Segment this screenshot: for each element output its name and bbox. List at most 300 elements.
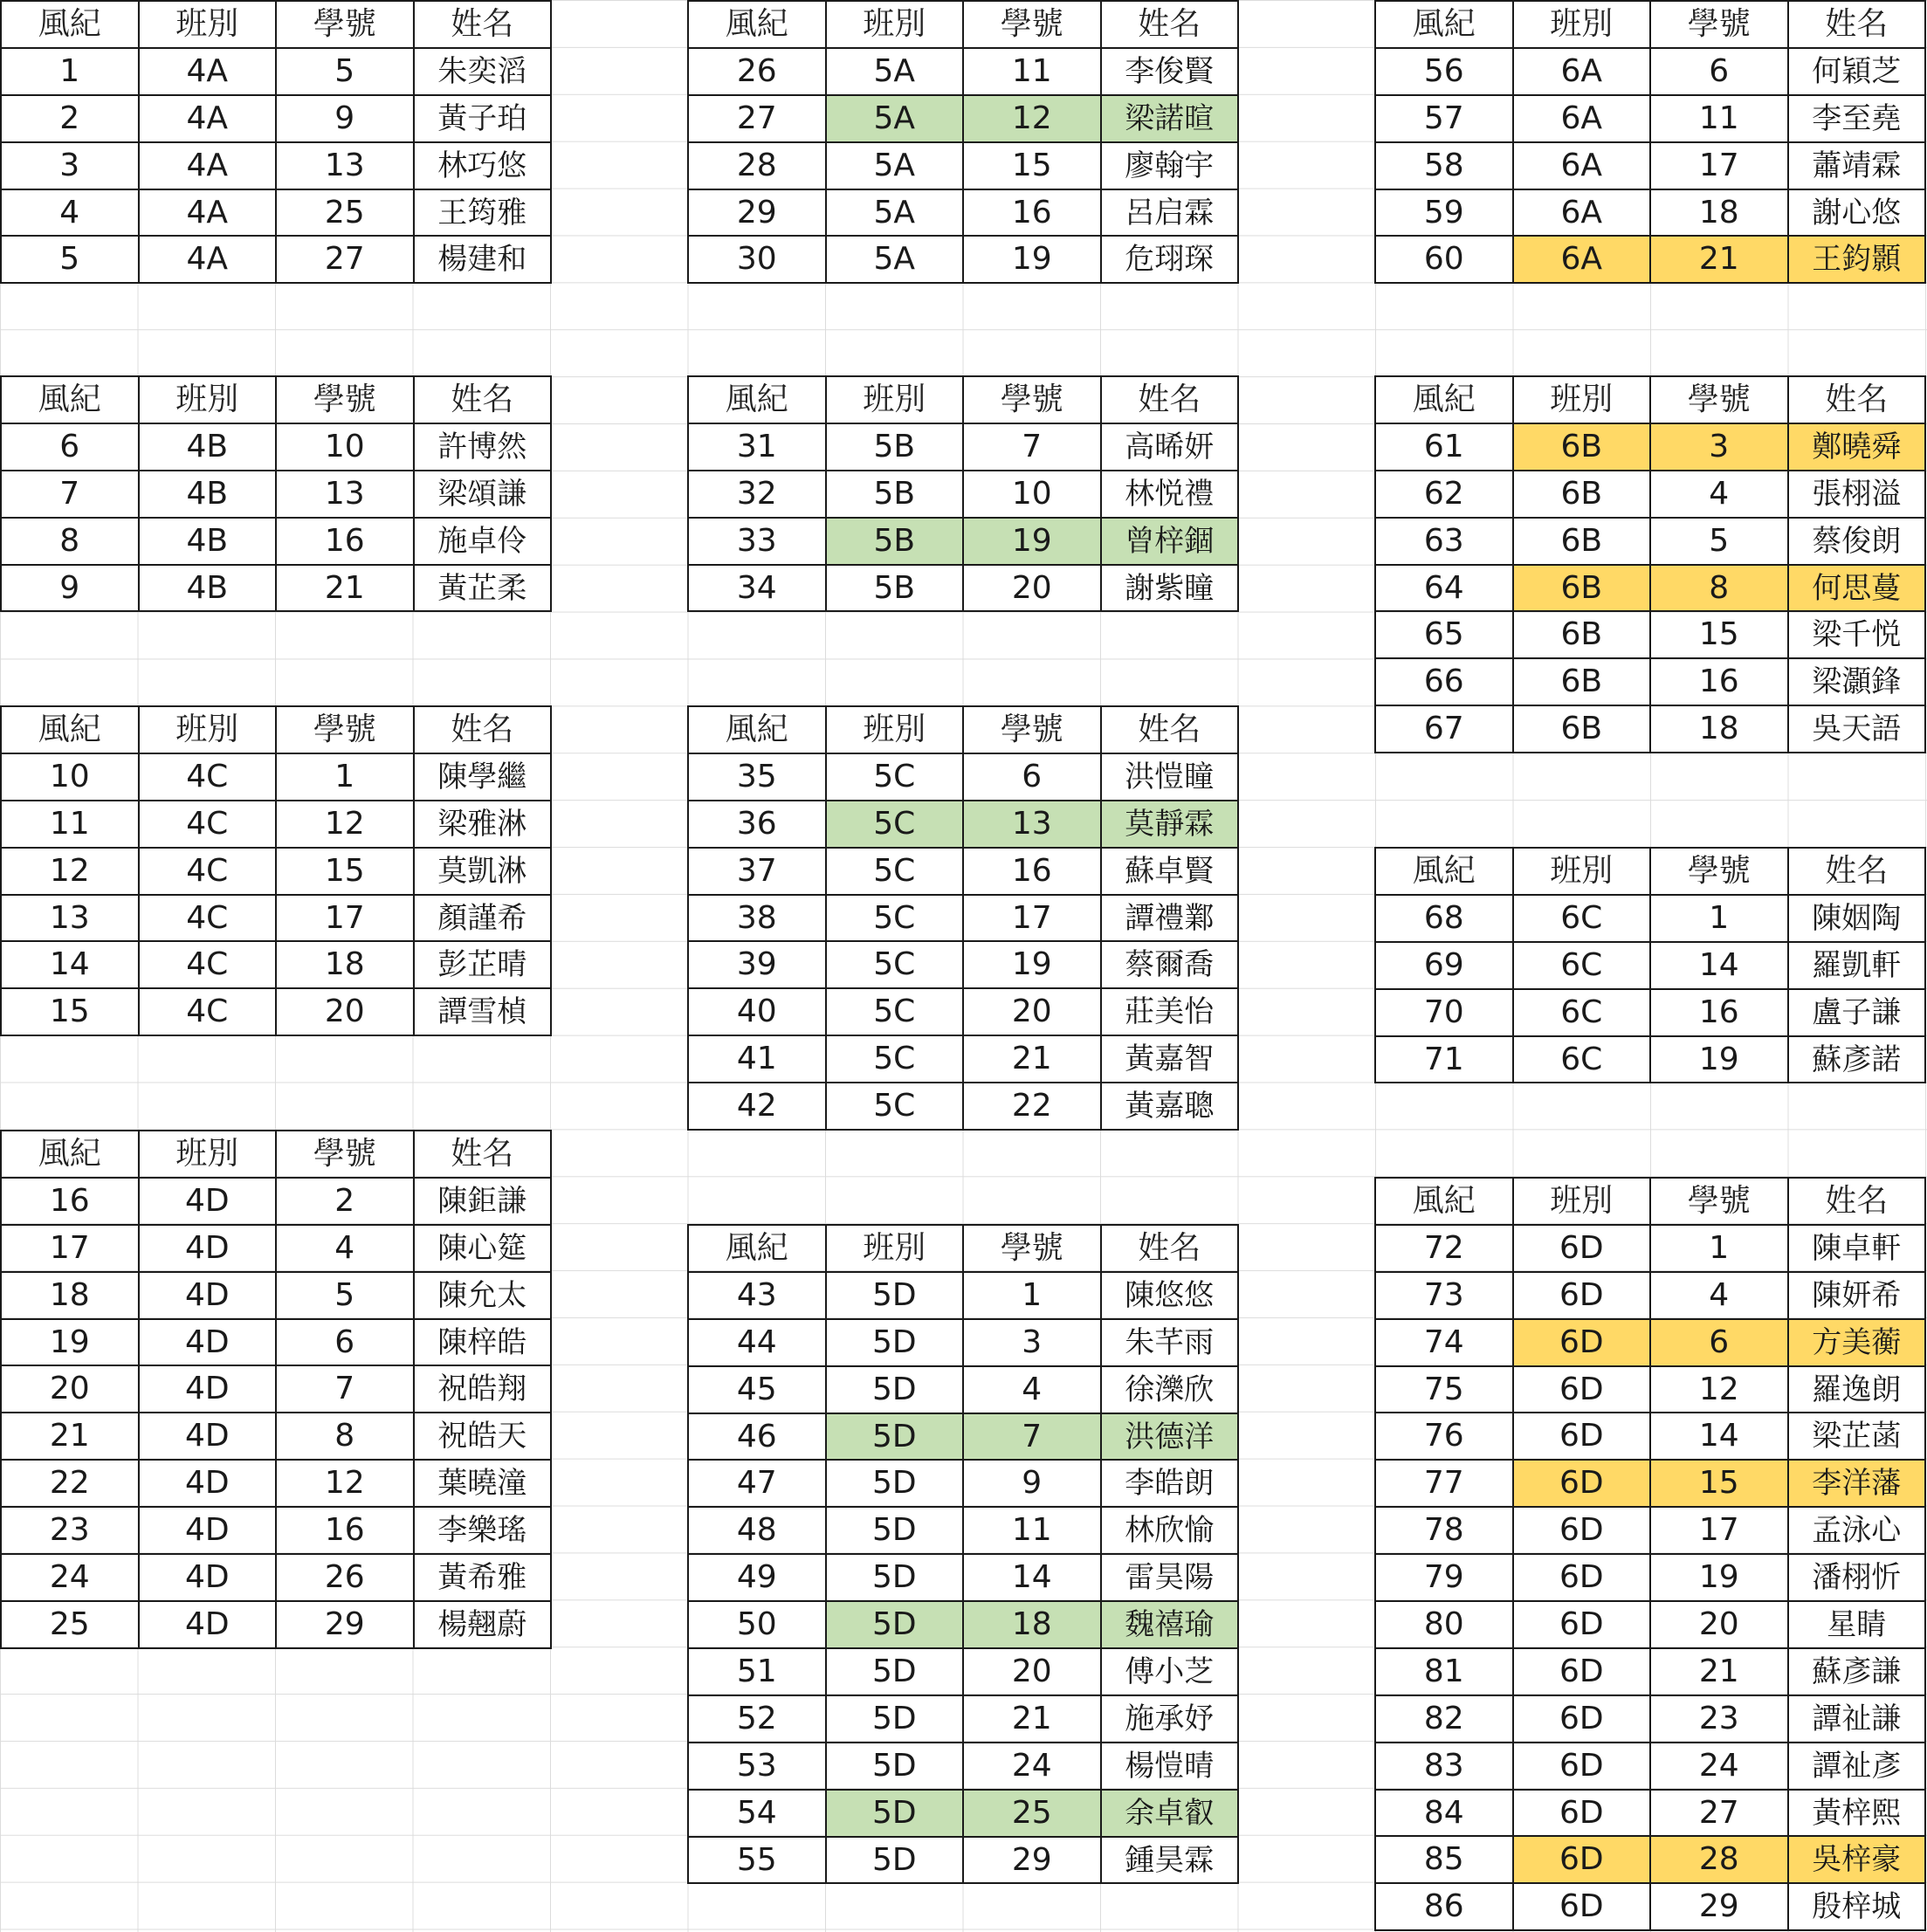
class-cell[interactable]: 6B xyxy=(1513,423,1651,471)
header-cell[interactable]: 班別 xyxy=(139,376,277,423)
student-no-cell[interactable]: 11 xyxy=(963,48,1101,95)
name-cell[interactable]: 譚雪楨 xyxy=(414,988,552,1035)
class-cell[interactable]: 5D xyxy=(826,1790,964,1837)
conduct-no-cell[interactable]: 78 xyxy=(1375,1507,1513,1554)
name-cell[interactable]: 呂启霖 xyxy=(1101,189,1239,237)
class-cell[interactable]: 5B xyxy=(826,471,964,518)
name-cell[interactable]: 危珝琛 xyxy=(1101,236,1239,283)
name-cell[interactable]: 梁雅淋 xyxy=(414,801,552,848)
class-cell[interactable]: 4A xyxy=(139,236,277,283)
conduct-no-cell[interactable]: 49 xyxy=(688,1554,826,1601)
class-cell[interactable]: 5A xyxy=(826,236,964,283)
conduct-no-cell[interactable]: 51 xyxy=(688,1648,826,1695)
conduct-no-cell[interactable]: 68 xyxy=(1375,895,1513,942)
class-cell[interactable]: 4D xyxy=(139,1554,277,1601)
header-cell[interactable]: 學號 xyxy=(1650,376,1788,423)
class-cell[interactable]: 4A xyxy=(139,48,277,95)
student-no-cell[interactable]: 21 xyxy=(963,1035,1101,1083)
class-cell[interactable]: 5A xyxy=(826,189,964,237)
name-cell[interactable]: 李洋藩 xyxy=(1788,1460,1926,1507)
student-no-cell[interactable]: 5 xyxy=(276,48,414,95)
conduct-no-cell[interactable]: 23 xyxy=(1,1507,139,1554)
class-cell[interactable]: 5D xyxy=(826,1695,964,1743)
name-cell[interactable]: 蕭靖霖 xyxy=(1788,142,1926,189)
class-cell[interactable]: 5B xyxy=(826,518,964,565)
student-no-cell[interactable]: 27 xyxy=(1650,1790,1788,1837)
name-cell[interactable]: 梁諾暄 xyxy=(1101,95,1239,142)
student-no-cell[interactable]: 7 xyxy=(963,1413,1101,1461)
student-no-cell[interactable]: 16 xyxy=(1650,989,1788,1036)
name-cell[interactable]: 陳卓軒 xyxy=(1788,1225,1926,1272)
student-no-cell[interactable]: 5 xyxy=(1650,518,1788,565)
class-cell[interactable]: 4B xyxy=(139,471,277,518)
class-cell[interactable]: 6C xyxy=(1513,1036,1651,1083)
name-cell[interactable]: 陳悠悠 xyxy=(1101,1272,1239,1319)
header-cell[interactable]: 學號 xyxy=(276,1,414,48)
conduct-no-cell[interactable]: 18 xyxy=(1,1272,139,1319)
student-no-cell[interactable]: 1 xyxy=(963,1272,1101,1319)
student-no-cell[interactable]: 16 xyxy=(276,1507,414,1554)
conduct-no-cell[interactable]: 65 xyxy=(1375,611,1513,658)
class-cell[interactable]: 4D xyxy=(139,1225,277,1272)
name-cell[interactable]: 梁千悦 xyxy=(1788,611,1926,658)
student-no-cell[interactable]: 15 xyxy=(276,848,414,895)
header-cell[interactable]: 風紀 xyxy=(1,1131,139,1178)
header-cell[interactable]: 班別 xyxy=(826,706,964,753)
name-cell[interactable]: 黃嘉聰 xyxy=(1101,1083,1239,1130)
student-no-cell[interactable]: 8 xyxy=(1650,565,1788,612)
student-no-cell[interactable]: 4 xyxy=(963,1366,1101,1413)
class-cell[interactable]: 5C xyxy=(826,1083,964,1130)
header-cell[interactable]: 學號 xyxy=(276,706,414,753)
student-no-cell[interactable]: 17 xyxy=(276,895,414,942)
name-cell[interactable]: 施卓伶 xyxy=(414,518,552,565)
conduct-no-cell[interactable]: 9 xyxy=(1,565,139,612)
student-no-cell[interactable]: 3 xyxy=(963,1319,1101,1366)
class-cell[interactable]: 4C xyxy=(139,848,277,895)
name-cell[interactable]: 余卓叡 xyxy=(1101,1790,1239,1837)
conduct-no-cell[interactable]: 82 xyxy=(1375,1695,1513,1743)
class-cell[interactable]: 6D xyxy=(1513,1554,1651,1601)
class-cell[interactable]: 4D xyxy=(139,1178,277,1225)
student-no-cell[interactable]: 16 xyxy=(276,518,414,565)
header-cell[interactable]: 風紀 xyxy=(688,706,826,753)
student-no-cell[interactable]: 13 xyxy=(276,471,414,518)
conduct-no-cell[interactable]: 80 xyxy=(1375,1601,1513,1648)
conduct-no-cell[interactable]: 75 xyxy=(1375,1366,1513,1413)
student-no-cell[interactable]: 15 xyxy=(963,142,1101,189)
name-cell[interactable]: 陳姻陶 xyxy=(1788,895,1926,942)
conduct-no-cell[interactable]: 37 xyxy=(688,848,826,895)
conduct-no-cell[interactable]: 13 xyxy=(1,895,139,942)
name-cell[interactable]: 陳心筵 xyxy=(414,1225,552,1272)
name-cell[interactable]: 李皓朗 xyxy=(1101,1460,1239,1507)
class-cell[interactable]: 4D xyxy=(139,1365,277,1413)
name-cell[interactable]: 洪德洋 xyxy=(1101,1413,1239,1461)
class-cell[interactable]: 4B xyxy=(139,518,277,565)
name-cell[interactable]: 陳學繼 xyxy=(414,753,552,801)
conduct-no-cell[interactable]: 38 xyxy=(688,895,826,942)
class-cell[interactable]: 6C xyxy=(1513,942,1651,989)
student-no-cell[interactable]: 29 xyxy=(1650,1883,1788,1930)
student-no-cell[interactable]: 11 xyxy=(1650,95,1788,142)
student-no-cell[interactable]: 28 xyxy=(1650,1836,1788,1883)
student-no-cell[interactable]: 11 xyxy=(963,1507,1101,1554)
class-cell[interactable]: 6D xyxy=(1513,1695,1651,1743)
student-no-cell[interactable]: 20 xyxy=(963,565,1101,612)
header-cell[interactable]: 風紀 xyxy=(1375,848,1513,895)
conduct-no-cell[interactable]: 48 xyxy=(688,1507,826,1554)
student-no-cell[interactable]: 18 xyxy=(276,941,414,988)
class-cell[interactable]: 6D xyxy=(1513,1366,1651,1413)
name-cell[interactable]: 高晞妍 xyxy=(1101,423,1239,471)
conduct-no-cell[interactable]: 64 xyxy=(1375,565,1513,612)
conduct-no-cell[interactable]: 47 xyxy=(688,1460,826,1507)
name-cell[interactable]: 林巧悠 xyxy=(414,142,552,189)
conduct-no-cell[interactable]: 73 xyxy=(1375,1272,1513,1319)
conduct-no-cell[interactable]: 71 xyxy=(1375,1036,1513,1083)
class-cell[interactable]: 4D xyxy=(139,1507,277,1554)
name-cell[interactable]: 羅逸朗 xyxy=(1788,1366,1926,1413)
student-no-cell[interactable]: 15 xyxy=(1650,1460,1788,1507)
student-no-cell[interactable]: 17 xyxy=(963,895,1101,942)
class-cell[interactable]: 5D xyxy=(826,1272,964,1319)
class-cell[interactable]: 6D xyxy=(1513,1883,1651,1930)
conduct-no-cell[interactable]: 52 xyxy=(688,1695,826,1743)
class-cell[interactable]: 6A xyxy=(1513,236,1651,283)
name-cell[interactable]: 謝心悠 xyxy=(1788,189,1926,237)
class-cell[interactable]: 6D xyxy=(1513,1225,1651,1272)
name-cell[interactable]: 陳允太 xyxy=(414,1272,552,1319)
class-cell[interactable]: 6B xyxy=(1513,611,1651,658)
name-cell[interactable]: 蘇彥謙 xyxy=(1788,1648,1926,1695)
name-cell[interactable]: 方美蘅 xyxy=(1788,1319,1926,1366)
header-cell[interactable]: 風紀 xyxy=(1,1,139,48)
class-cell[interactable]: 4A xyxy=(139,95,277,142)
name-cell[interactable]: 洪愷瞳 xyxy=(1101,753,1239,801)
conduct-no-cell[interactable]: 40 xyxy=(688,988,826,1035)
conduct-no-cell[interactable]: 26 xyxy=(688,48,826,95)
student-no-cell[interactable]: 22 xyxy=(963,1083,1101,1130)
student-no-cell[interactable]: 19 xyxy=(963,518,1101,565)
name-cell[interactable]: 黃嘉智 xyxy=(1101,1035,1239,1083)
class-cell[interactable]: 6C xyxy=(1513,895,1651,942)
conduct-no-cell[interactable]: 6 xyxy=(1,423,139,471)
student-no-cell[interactable]: 15 xyxy=(1650,611,1788,658)
name-cell[interactable]: 葉曉潼 xyxy=(414,1460,552,1507)
name-cell[interactable]: 黃芷柔 xyxy=(414,565,552,612)
name-cell[interactable]: 林欣愉 xyxy=(1101,1507,1239,1554)
student-no-cell[interactable]: 25 xyxy=(276,189,414,237)
conduct-no-cell[interactable]: 44 xyxy=(688,1319,826,1366)
conduct-no-cell[interactable]: 55 xyxy=(688,1837,826,1884)
name-cell[interactable]: 張栩溢 xyxy=(1788,471,1926,518)
student-no-cell[interactable]: 18 xyxy=(1650,189,1788,237)
conduct-no-cell[interactable]: 5 xyxy=(1,236,139,283)
header-cell[interactable]: 姓名 xyxy=(1101,376,1239,423)
name-cell[interactable]: 潘栩忻 xyxy=(1788,1554,1926,1601)
student-no-cell[interactable]: 29 xyxy=(276,1601,414,1648)
header-cell[interactable]: 姓名 xyxy=(1788,1,1926,48)
class-cell[interactable]: 5D xyxy=(826,1601,964,1648)
name-cell[interactable]: 曾梓錮 xyxy=(1101,518,1239,565)
name-cell[interactable]: 莫靜霖 xyxy=(1101,801,1239,848)
header-cell[interactable]: 班別 xyxy=(139,706,277,753)
conduct-no-cell[interactable]: 36 xyxy=(688,801,826,848)
name-cell[interactable]: 蔡爾喬 xyxy=(1101,941,1239,988)
name-cell[interactable]: 吳梓豪 xyxy=(1788,1836,1926,1883)
conduct-no-cell[interactable]: 30 xyxy=(688,236,826,283)
conduct-no-cell[interactable]: 83 xyxy=(1375,1743,1513,1790)
conduct-no-cell[interactable]: 34 xyxy=(688,565,826,612)
header-cell[interactable]: 風紀 xyxy=(1,706,139,753)
class-cell[interactable]: 6D xyxy=(1513,1790,1651,1837)
header-cell[interactable]: 姓名 xyxy=(1788,848,1926,895)
conduct-no-cell[interactable]: 42 xyxy=(688,1083,826,1130)
class-cell[interactable]: 6D xyxy=(1513,1601,1651,1648)
student-no-cell[interactable]: 2 xyxy=(276,1178,414,1225)
name-cell[interactable]: 梁灝鋒 xyxy=(1788,658,1926,705)
header-cell[interactable]: 學號 xyxy=(963,1225,1101,1272)
student-no-cell[interactable]: 27 xyxy=(276,236,414,283)
header-cell[interactable]: 姓名 xyxy=(1788,376,1926,423)
student-no-cell[interactable]: 14 xyxy=(1650,942,1788,989)
name-cell[interactable]: 黃希雅 xyxy=(414,1554,552,1601)
class-cell[interactable]: 4C xyxy=(139,941,277,988)
name-cell[interactable]: 莫凱淋 xyxy=(414,848,552,895)
name-cell[interactable]: 謝紫瞳 xyxy=(1101,565,1239,612)
header-cell[interactable]: 姓名 xyxy=(414,376,552,423)
name-cell[interactable]: 蘇卓賢 xyxy=(1101,848,1239,895)
conduct-no-cell[interactable]: 11 xyxy=(1,801,139,848)
header-cell[interactable]: 風紀 xyxy=(1375,1,1513,48)
name-cell[interactable]: 陳鉅謙 xyxy=(414,1178,552,1225)
conduct-no-cell[interactable]: 31 xyxy=(688,423,826,471)
class-cell[interactable]: 6B xyxy=(1513,518,1651,565)
conduct-no-cell[interactable]: 60 xyxy=(1375,236,1513,283)
conduct-no-cell[interactable]: 35 xyxy=(688,753,826,801)
header-cell[interactable]: 學號 xyxy=(276,1131,414,1178)
conduct-no-cell[interactable]: 76 xyxy=(1375,1413,1513,1460)
conduct-no-cell[interactable]: 70 xyxy=(1375,989,1513,1036)
student-no-cell[interactable]: 8 xyxy=(276,1413,414,1460)
name-cell[interactable]: 李至堯 xyxy=(1788,95,1926,142)
class-cell[interactable]: 6A xyxy=(1513,142,1651,189)
header-cell[interactable]: 風紀 xyxy=(1375,376,1513,423)
student-no-cell[interactable]: 12 xyxy=(963,95,1101,142)
class-cell[interactable]: 4B xyxy=(139,423,277,471)
conduct-no-cell[interactable]: 1 xyxy=(1,48,139,95)
class-cell[interactable]: 5C xyxy=(826,988,964,1035)
class-cell[interactable]: 5D xyxy=(826,1460,964,1507)
class-cell[interactable]: 5C xyxy=(826,941,964,988)
header-cell[interactable]: 班別 xyxy=(1513,1178,1651,1225)
student-no-cell[interactable]: 21 xyxy=(1650,236,1788,283)
name-cell[interactable]: 梁芷菡 xyxy=(1788,1413,1926,1460)
header-cell[interactable]: 學號 xyxy=(1650,1,1788,48)
class-cell[interactable]: 5C xyxy=(826,895,964,942)
name-cell[interactable]: 許博然 xyxy=(414,423,552,471)
conduct-no-cell[interactable]: 77 xyxy=(1375,1460,1513,1507)
header-cell[interactable]: 姓名 xyxy=(1101,706,1239,753)
student-no-cell[interactable]: 1 xyxy=(1650,895,1788,942)
student-no-cell[interactable]: 20 xyxy=(1650,1601,1788,1648)
name-cell[interactable]: 鄭曉舜 xyxy=(1788,423,1926,471)
student-no-cell[interactable]: 24 xyxy=(963,1743,1101,1790)
class-cell[interactable]: 6D xyxy=(1513,1272,1651,1319)
class-cell[interactable]: 6A xyxy=(1513,95,1651,142)
conduct-no-cell[interactable]: 43 xyxy=(688,1272,826,1319)
conduct-no-cell[interactable]: 4 xyxy=(1,189,139,237)
name-cell[interactable]: 何思蔓 xyxy=(1788,565,1926,612)
header-cell[interactable]: 姓名 xyxy=(414,1131,552,1178)
student-no-cell[interactable]: 14 xyxy=(1650,1413,1788,1460)
header-cell[interactable]: 姓名 xyxy=(414,1,552,48)
header-cell[interactable]: 班別 xyxy=(139,1,277,48)
student-no-cell[interactable]: 3 xyxy=(1650,423,1788,471)
name-cell[interactable]: 楊建和 xyxy=(414,236,552,283)
header-cell[interactable]: 班別 xyxy=(1513,376,1651,423)
student-no-cell[interactable]: 24 xyxy=(1650,1743,1788,1790)
name-cell[interactable]: 祝皓天 xyxy=(414,1413,552,1460)
name-cell[interactable]: 李樂瑤 xyxy=(414,1507,552,1554)
name-cell[interactable]: 蔡俊朗 xyxy=(1788,518,1926,565)
class-cell[interactable]: 6C xyxy=(1513,989,1651,1036)
class-cell[interactable]: 5A xyxy=(826,48,964,95)
conduct-no-cell[interactable]: 84 xyxy=(1375,1790,1513,1837)
conduct-no-cell[interactable]: 16 xyxy=(1,1178,139,1225)
conduct-no-cell[interactable]: 56 xyxy=(1375,48,1513,95)
conduct-no-cell[interactable]: 14 xyxy=(1,941,139,988)
conduct-no-cell[interactable]: 8 xyxy=(1,518,139,565)
conduct-no-cell[interactable]: 29 xyxy=(688,189,826,237)
header-cell[interactable]: 學號 xyxy=(963,706,1101,753)
header-cell[interactable]: 學號 xyxy=(963,376,1101,423)
conduct-no-cell[interactable]: 61 xyxy=(1375,423,1513,471)
conduct-no-cell[interactable]: 62 xyxy=(1375,471,1513,518)
conduct-no-cell[interactable]: 86 xyxy=(1375,1883,1513,1930)
student-no-cell[interactable]: 6 xyxy=(1650,48,1788,95)
class-cell[interactable]: 6A xyxy=(1513,189,1651,237)
student-no-cell[interactable]: 16 xyxy=(1650,658,1788,705)
student-no-cell[interactable]: 17 xyxy=(1650,1507,1788,1554)
student-no-cell[interactable]: 5 xyxy=(276,1272,414,1319)
name-cell[interactable]: 李俊賢 xyxy=(1101,48,1239,95)
class-cell[interactable]: 5D xyxy=(826,1413,964,1461)
student-no-cell[interactable]: 13 xyxy=(963,801,1101,848)
name-cell[interactable]: 徐濼欣 xyxy=(1101,1366,1239,1413)
student-no-cell[interactable]: 18 xyxy=(963,1601,1101,1648)
name-cell[interactable]: 祝皓翔 xyxy=(414,1365,552,1413)
student-no-cell[interactable]: 20 xyxy=(963,988,1101,1035)
name-cell[interactable]: 朱芊雨 xyxy=(1101,1319,1239,1366)
conduct-no-cell[interactable]: 21 xyxy=(1,1413,139,1460)
conduct-no-cell[interactable]: 19 xyxy=(1,1319,139,1366)
conduct-no-cell[interactable]: 17 xyxy=(1,1225,139,1272)
class-cell[interactable]: 5B xyxy=(826,565,964,612)
student-no-cell[interactable]: 19 xyxy=(1650,1036,1788,1083)
student-no-cell[interactable]: 4 xyxy=(1650,471,1788,518)
name-cell[interactable]: 彭芷晴 xyxy=(414,941,552,988)
name-cell[interactable]: 林悦禮 xyxy=(1101,471,1239,518)
name-cell[interactable]: 羅凱軒 xyxy=(1788,942,1926,989)
conduct-no-cell[interactable]: 10 xyxy=(1,753,139,801)
class-cell[interactable]: 5C xyxy=(826,753,964,801)
header-cell[interactable]: 班別 xyxy=(826,1,964,48)
header-cell[interactable]: 風紀 xyxy=(1,376,139,423)
student-no-cell[interactable]: 7 xyxy=(276,1365,414,1413)
name-cell[interactable]: 譚祉謙 xyxy=(1788,1695,1926,1743)
student-no-cell[interactable]: 12 xyxy=(276,801,414,848)
name-cell[interactable]: 傅小芝 xyxy=(1101,1648,1239,1695)
name-cell[interactable]: 孟泳心 xyxy=(1788,1507,1926,1554)
header-cell[interactable]: 學號 xyxy=(963,1,1101,48)
name-cell[interactable]: 王筠雅 xyxy=(414,189,552,237)
header-cell[interactable]: 風紀 xyxy=(688,376,826,423)
class-cell[interactable]: 5C xyxy=(826,848,964,895)
conduct-no-cell[interactable]: 54 xyxy=(688,1790,826,1837)
header-cell[interactable]: 風紀 xyxy=(688,1225,826,1272)
name-cell[interactable]: 譚祉彥 xyxy=(1788,1743,1926,1790)
conduct-no-cell[interactable]: 12 xyxy=(1,848,139,895)
name-cell[interactable]: 蘇彥諾 xyxy=(1788,1036,1926,1083)
class-cell[interactable]: 4C xyxy=(139,801,277,848)
class-cell[interactable]: 4C xyxy=(139,753,277,801)
student-no-cell[interactable]: 21 xyxy=(276,565,414,612)
name-cell[interactable]: 梁頌謙 xyxy=(414,471,552,518)
class-cell[interactable]: 4D xyxy=(139,1601,277,1648)
class-cell[interactable]: 5A xyxy=(826,142,964,189)
student-no-cell[interactable]: 6 xyxy=(1650,1319,1788,1366)
name-cell[interactable]: 黃梓熙 xyxy=(1788,1790,1926,1837)
class-cell[interactable]: 5B xyxy=(826,423,964,471)
class-cell[interactable]: 5D xyxy=(826,1648,964,1695)
class-cell[interactable]: 5D xyxy=(826,1507,964,1554)
name-cell[interactable]: 朱奕滔 xyxy=(414,48,552,95)
header-cell[interactable]: 班別 xyxy=(826,1225,964,1272)
conduct-no-cell[interactable]: 69 xyxy=(1375,942,1513,989)
student-no-cell[interactable]: 9 xyxy=(276,95,414,142)
conduct-no-cell[interactable]: 20 xyxy=(1,1365,139,1413)
conduct-no-cell[interactable]: 28 xyxy=(688,142,826,189)
class-cell[interactable]: 5D xyxy=(826,1554,964,1601)
class-cell[interactable]: 4C xyxy=(139,988,277,1035)
student-no-cell[interactable]: 14 xyxy=(963,1554,1101,1601)
header-cell[interactable]: 風紀 xyxy=(1375,1178,1513,1225)
student-no-cell[interactable]: 16 xyxy=(963,848,1101,895)
header-cell[interactable]: 姓名 xyxy=(1101,1,1239,48)
conduct-no-cell[interactable]: 63 xyxy=(1375,518,1513,565)
header-cell[interactable]: 學號 xyxy=(1650,848,1788,895)
conduct-no-cell[interactable]: 59 xyxy=(1375,189,1513,237)
header-cell[interactable]: 風紀 xyxy=(688,1,826,48)
student-no-cell[interactable]: 26 xyxy=(276,1554,414,1601)
conduct-no-cell[interactable]: 15 xyxy=(1,988,139,1035)
student-no-cell[interactable]: 4 xyxy=(1650,1272,1788,1319)
header-cell[interactable]: 班別 xyxy=(1513,848,1651,895)
student-no-cell[interactable]: 19 xyxy=(963,941,1101,988)
class-cell[interactable]: 5D xyxy=(826,1366,964,1413)
student-no-cell[interactable]: 20 xyxy=(276,988,414,1035)
name-cell[interactable]: 盧子謙 xyxy=(1788,989,1926,1036)
conduct-no-cell[interactable]: 79 xyxy=(1375,1554,1513,1601)
class-cell[interactable]: 6D xyxy=(1513,1743,1651,1790)
student-no-cell[interactable]: 19 xyxy=(1650,1554,1788,1601)
name-cell[interactable]: 魏禧瑜 xyxy=(1101,1601,1239,1648)
header-cell[interactable]: 班別 xyxy=(139,1131,277,1178)
name-cell[interactable]: 王鈞顥 xyxy=(1788,236,1926,283)
class-cell[interactable]: 6A xyxy=(1513,48,1651,95)
